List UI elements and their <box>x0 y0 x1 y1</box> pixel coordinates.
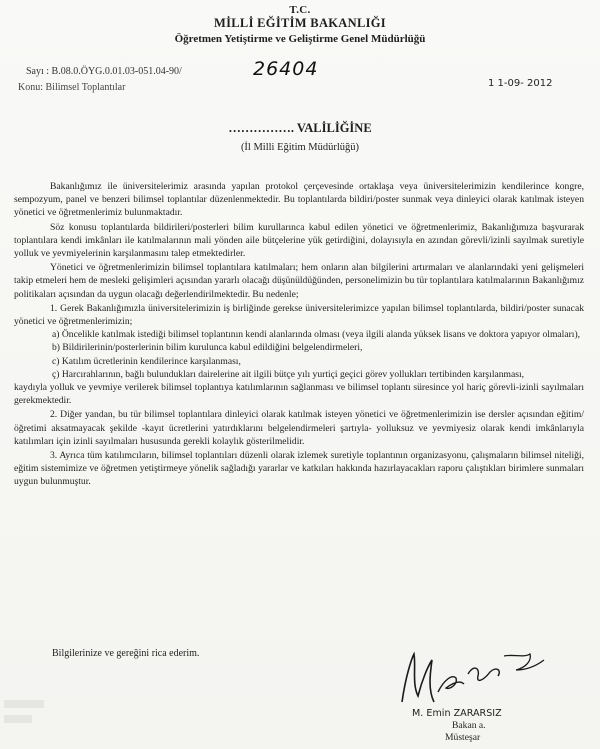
paragraph-1: Bakanlığımız ile üniversitelerimiz arasında yapılan protokol çerçevesinde ortaklaşa veya üniversitelerimizin kendilerince kongre, sempozyum, panel ve benzeri bilimsel toplantılar düzenlenmektedir. Bu toplantılarda bildiri/poster sunmak veya dinleyici olarak katılmak isteyen yönetici ve öğretmenlerimiz bulunmaktadır. <box>14 181 584 219</box>
paragraph-4: 1. Gerek Bakanlığımızla üniversitelerimizin iş birliğinde gerekse üniversitelerimizce yapılan bilimsel toplantılarda, bildiri/poster sunacak yönetici ve öğretmenlerimizin; <box>14 302 584 328</box>
header-directorate: Öğretmen Yetiştirme ve Geliştirme Genel Müdürlüğü <box>174 33 426 45</box>
letter-body <box>14 180 584 489</box>
bleedthrough-mark <box>4 700 44 708</box>
item-c: c) Katılım ücretlerinin kendilerince karşılanması, <box>52 355 241 367</box>
bleedthrough-mark <box>4 715 32 723</box>
item-d: ç) Harcırahlarının, bağlı bulundukları dairelerine ait ilgili bütçe yılı yurtiçi geçici görev yollukları tertibinden karşılanması, <box>52 368 525 380</box>
header-ministry: MİLLİ EĞİTİM BAKANLIĞI <box>214 16 386 30</box>
paragraph-2: Söz konusu toplantılarda bildirileri/posterleri bilim kurullarınca kabul edilen yönetici ve öğretmenlerimiz, Bakanlığımıza başvurarak toplantılara kendi imkânları ile katılmalarının mali yönden aile bütçelerine yük getirdiğini, dolayısıyla en azından görevli/izinli sayılmak suretiyle yolluk ve yevmiyelerinin karşılanmasını talep etmektedirler. <box>14 221 584 260</box>
addressee-il: (İl Milli Eğitim Müdürlüğü) <box>240 142 360 153</box>
signatory-title-1: Bakan a. <box>452 720 486 731</box>
signatory-title-2: Müsteşar <box>445 732 481 743</box>
closing-line: Bilgilerinize ve gereğini rica ederim. <box>52 648 200 659</box>
paragraph-6: 2. Diğer yandan, bu tür bilimsel toplantılara dinleyici olarak katılmak isteyen yönetici ve öğretmenlerimizin ise dersler açısından eğitim/öğretimi aksatmayacak şekilde -kayıt ücretlerini yatırdıklarını belgelendirmeleri şartıyla- yolluksuz ve yevmiyesiz olarak kendi imkânlarıyla katılımları için izinli sayılmaları hususunda gerekli kolaylık gösterilmelidir. <box>14 409 584 447</box>
header-tc: T.C. <box>289 4 311 16</box>
signatory-name: M. Emin ZARARSIZ <box>412 708 502 719</box>
paragraph-3: Yönetici ve öğretmenlerimizin bilimsel toplantılara katılmaları; hem onların alan bilgilerini artırmaları ve alanlarındaki yeni gelişmeleri takip etmeleri hem de mesleki gelişimleri açısından yararlı olacağı düşünüldüğünden, personelimizin bu tür toplantılara katılmalarının Bakanlığımız politikaları açısından da uygun olacağı değerlendirilmektedir. Bu nedenle; <box>14 262 584 300</box>
konu-label: Konu: Bilimsel Toplantılar <box>18 82 126 93</box>
sayi-number: 26404 <box>253 58 319 80</box>
document-date: 1 1-09- 2012 <box>488 78 553 89</box>
addressee-valilik: ……………. VALİLİĞİNE <box>228 121 372 135</box>
handwritten-signature <box>388 644 558 710</box>
item-a: a) Öncelikle katılmak istediği bilimsel toplantının kendi alanlarında olması (veya ilgili alanda yüksek lisans ve doktora yapıyor olmaları), <box>52 329 581 341</box>
sayi-label: Sayı : B.08.0.ÖYG.0.01.03-051.04-90/ <box>26 66 182 77</box>
item-b: b) Bildirilerinin/posterlerinin bilim kurulunca kabul edildiğini belgelendirmeleri, <box>52 342 363 354</box>
paragraph-7: 3. Ayrıca tüm katılımcıların, bilimsel toplantıları düzenli olarak izlemek suretiyle toplantının organizasyonu, çalışmaların bilimsel niteliği, eğitim sistemimize ve öğretmen yetiştirmeye yönelik sağladığı yararlar ve katkıları hakkında hazırlayacakları raporu çalıştıkları birimlere sunmaları uygun bulunmuştur. <box>14 450 584 488</box>
paragraph-5: kaydıyla yolluk ve yevmiye verilerek bilimsel toplantıya katılımlarının sağlanması ve bilimsel toplantı süresince yol hariç görevli-izinli sayılmaları gerekmektedir. <box>14 382 584 407</box>
